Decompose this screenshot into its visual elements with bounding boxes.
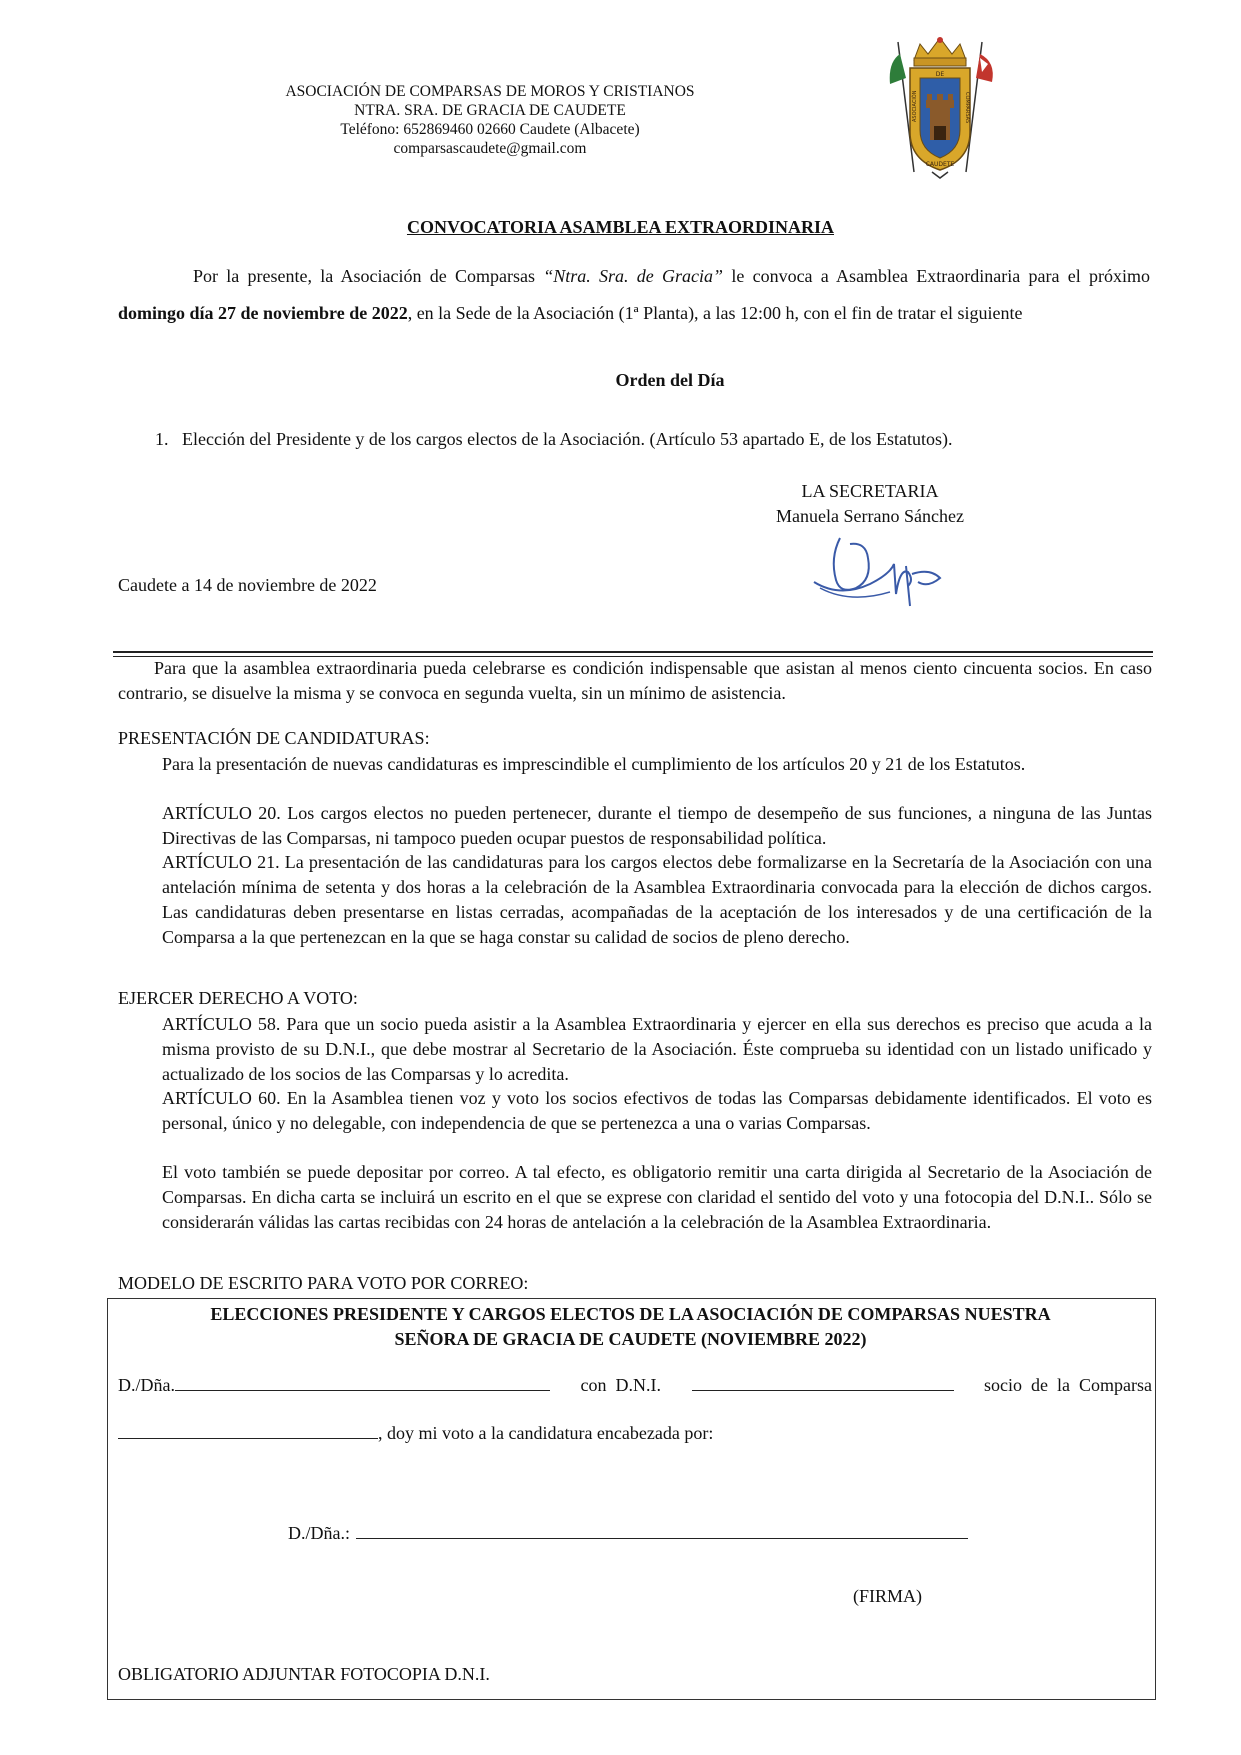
form-candidate-blank[interactable] xyxy=(356,1520,968,1539)
coat-of-arms-icon xyxy=(880,32,1000,182)
form-dni-blank[interactable] xyxy=(692,1372,954,1391)
association-header xyxy=(230,82,750,158)
form-footer-note: OBLIGATORIO ADJUNTAR FOTOCOPIA D.N.I. xyxy=(118,1664,490,1684)
divider-thick xyxy=(113,651,1153,653)
articulo-20: ARTÍCULO 20. Los cargos electos no pueden pertenecer, durante el tiempo de desempeño de sus funciones, a ninguna de las Juntas Directivas de las Comparsas, ni tampoco pueden ocupar puestos de responsabilidad política. xyxy=(162,803,1152,848)
orden-item: 1. Elección del Presidente y de los cargos electos de la Asociación. (Artículo 53 apartado E, de los Estatutos). xyxy=(155,429,953,449)
modelo-heading: MODELO DE ESCRITO PARA VOTO POR CORREO: xyxy=(118,1273,529,1293)
form-dni-label: con D.N.I. xyxy=(580,1375,661,1395)
form-firma: (FIRMA) xyxy=(853,1586,923,1606)
intro-text-3: , en la Sede de la Asociación (1ª Planta), a las 12:00 h, con el fin de tratar el siguiente xyxy=(407,303,1023,323)
intro-bold-date: domingo día 27 de noviembre de 2022 xyxy=(118,303,408,323)
candidaturas-heading: PRESENTACIÓN DE CANDIDATURAS: xyxy=(118,728,430,748)
quorum-note xyxy=(118,656,1152,706)
document-date: Caudete a 14 de noviembre de 2022 xyxy=(118,575,377,595)
voto-heading: EJERCER DERECHO A VOTO: xyxy=(118,988,358,1008)
voto-correo: El voto también se puede depositar por correo. A tal efecto, es obligatorio remitir una carta dirigida al Secretario de la Asociación de Comparsas. En dicha carta se incluirá un escrito en el que se exprese con claridad el sentido del voto y una fotocopia del D.N.I.. Sólo se considerarán válidas las cartas recibidas con 24 horas de antelación a la celebración de la Asamblea Extraordinaria. xyxy=(162,1162,1152,1232)
svg-text:COMPARSAS: COMPARSAS xyxy=(964,92,970,124)
form-name-blank[interactable] xyxy=(175,1372,550,1391)
form-candidate-label: D./Dña.: xyxy=(288,1523,350,1543)
form-row-3 xyxy=(288,1520,968,1544)
form-row-2 xyxy=(118,1420,713,1444)
form-name-label: D./Dña. xyxy=(118,1375,175,1395)
header-line-3: Teléfono: 652869460 02660 Caudete (Albacete) xyxy=(340,121,640,138)
intro-italic: “Ntra. Sra. de Gracia” xyxy=(543,266,724,286)
svg-text:ASOCIACIÓN: ASOCIACIÓN xyxy=(912,90,918,122)
svg-text:CAUDETE: CAUDETE xyxy=(925,161,955,168)
form-comparsa-blank[interactable] xyxy=(118,1420,378,1439)
form-row-1 xyxy=(118,1372,1152,1396)
articulo-58: ARTÍCULO 58. Para que un socio pueda asistir a la Asamblea Extraordinaria y ejercer en ella sus derechos es preciso que acuda a la misma provisto de su D.N.I., que debe mostrar al Secretario de la Asociación. Éste comprueba su identidad con un listado unificado y actualizado de los socios de las Comparsas y lo acredita. xyxy=(162,1014,1152,1084)
candidaturas-intro: Para la presentación de nuevas candidaturas es imprescindible el cumplimiento de los artículos 20 y 21 de los Estatutos. xyxy=(162,754,1026,774)
voting-form-title-line-1: ELECCIONES PRESIDENTE Y CARGOS ELECTOS DE LA ASOCIACIÓN DE COMPARSAS NUESTRA xyxy=(210,1304,1051,1324)
voting-form-title-line-2: SEÑORA DE GRACIA DE CAUDETE (NOVIEMBRE 2022) xyxy=(394,1329,867,1349)
intro-text-1: Por la presente, la Asociación de Comparsas xyxy=(193,266,544,286)
signatory-block xyxy=(700,479,1040,529)
form-socio-label: socio de la Comparsa xyxy=(984,1375,1152,1395)
form-voto-text: , doy mi voto a la candidatura encabezada por: xyxy=(378,1423,714,1443)
intro-paragraph xyxy=(118,258,1150,332)
header-line-1: ASOCIACIÓN DE COMPARSAS DE MOROS Y CRISTIANOS xyxy=(285,83,695,100)
orden-title: Orden del Día xyxy=(615,370,725,390)
quorum-note-text: Para que la asamblea extraordinaria pueda celebrarse es condición indispensable que asistan al menos ciento cincuenta socios. En caso contrario, se disuelve la misma y se convoca en segunda vuelta, sin un mínimo de asistencia. xyxy=(118,658,1152,703)
articulo-60: ARTÍCULO 60. En la Asamblea tienen voz y voto los socios efectivos de todas las Comparsas debidamente identificados. El voto es personal, único y no delegable, con independencia de que se pertenezca a una o varias Comparsas. xyxy=(162,1088,1152,1133)
voting-form-title xyxy=(108,1302,1153,1352)
voting-form-box xyxy=(107,1298,1156,1700)
articulo-21: ARTÍCULO 21. La presentación de las candidaturas para los cargos electos debe formalizarse en la Secretaría de la Asociación con una antelación mínima de setenta y dos horas a la celebración de la Asamblea Extraordinaria convocada para la elección de dichos cargos. Las candidaturas deben presentarse en listas cerradas, acompañadas de la aceptación de los interesados y de una certificación de la Comparsa a la que pertenezcan en la que se haga constar su calidad de socios de pleno derecho. xyxy=(162,852,1152,947)
svg-text:DE: DE xyxy=(935,71,945,78)
signatory-name: Manuela Serrano Sánchez xyxy=(776,506,964,526)
document-title: CONVOCATORIA ASAMBLEA EXTRAORDINARIA xyxy=(406,217,835,237)
header-line-2: NTRA. SRA. DE GRACIA DE CAUDETE xyxy=(354,102,626,119)
intro-text-2: le convoca a Asamblea Extraordinaria para el próximo xyxy=(723,266,1150,286)
handwritten-signature xyxy=(810,528,950,610)
signatory-role: LA SECRETARIA xyxy=(801,481,939,501)
header-line-4: comparsascaudete@gmail.com xyxy=(393,140,587,157)
